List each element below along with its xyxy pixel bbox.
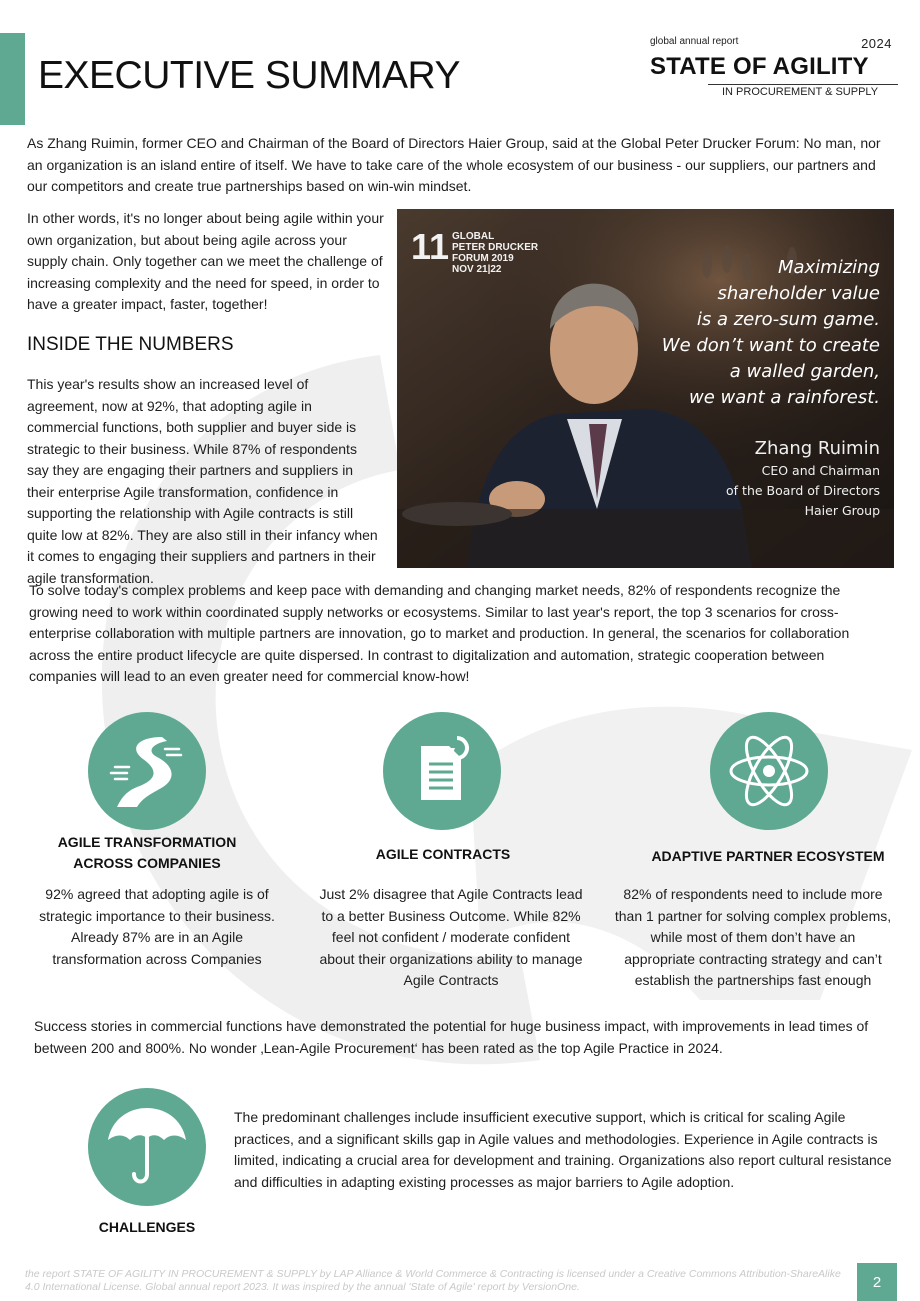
intro-paragraph: As Zhang Ruimin, former CEO and Chairman of the Board of Directors Haier Group, said at the Global Peter Drucker Forum: No man, nor an organization is an island entire of itself. We have to take care of the whole ecosystem of our business - our suppliers, our partners and our competitors and create true partnerships based on win-win mindset. [27,135,881,194]
quote-line: is a zero-sum game. [696,309,880,330]
page-number: 2 [857,1263,897,1301]
heading-line: AGILE CONTRACTS [375,846,511,862]
umbrella-icon [88,1088,206,1206]
badge-number: 11 [411,226,450,267]
winding-road-icon [88,712,206,830]
quote-line: Maximizing [777,257,880,278]
badge-line: NOV 21|22 [452,264,502,275]
column-heading-contracts [338,844,548,865]
contract-document-icon [383,712,501,830]
column-heading-ecosystem [648,846,888,867]
quote-line: shareholder value [717,283,880,304]
challenges-text: The predominant challenges include insufficient executive support, which is critical for scaling Agile practices, and a significant skills gap in Agile values and methodologies. Experience in Agile contracts is limited, indicating a crucial area for development and training. Organizations also report cultural resistance and difficulties in adapting existing processes as major barriers to Agile adoption. [234,1109,892,1190]
badge-line: PETER DRUCKER [452,242,539,253]
column-heading-transformation [40,832,254,874]
speaker-name: Zhang Ruimin [754,438,880,459]
column-text-ecosystem: 82% of respondents need to include more than 1 partner for solving complex problems, while most of them don’t have an appropriate contracting strategy and can’t establish the partnerships fast enough [614,886,892,988]
paragraph-success-stories: Success stories in commercial functions have demonstrated the potential for huge business impact, with improvements in lead times of between 200 and 800%. No wonder ‚Lean-Agile Procurement‘ has been rated as the top Agile Practice in 2024. [34,1018,869,1056]
quote-line: we want a rainforest. [688,387,880,408]
quote-line: a walled garden, [729,361,880,382]
quote-line: We don’t want to create [661,335,880,356]
speaker-role: of the Board of Directors [726,483,880,498]
column-text-transformation: 92% agreed that adopting agile is of strategic importance to their business. Already 87% are in an Agile transformation across Companies [39,886,275,967]
badge-line: GLOBAL [452,231,495,242]
speaker-role: Haier Group [804,503,880,518]
report-brand [650,36,892,98]
challenges-label: CHALLENGES [98,1219,196,1235]
paragraph-supply-chain: In other words, it's no longer about being agile within your own organization, but about being agile across your supply chain. Only together can we meet the challenge of increasing complexity and the need for speed, in order to have a greater impact, faster, together! [27,210,384,312]
brand-year: 2024 [861,36,892,51]
section-heading: INSIDE THE NUMBERS [27,334,234,355]
paragraph-results: This year's results show an increased level of agreement, now at 92%, that adopting agile in commercial functions, both supplier and buyer side is strategic to their business. While 87% of respondents say they are engaging their partners and suppliers in their enterprise Agile transformation, confidence in supporting the relationship with Agile contracts is still quite low at 82%. They are also still in their infancy when it comes to engaging their suppliers and partners in their agile transformation. [27,376,378,586]
accent-bar [0,33,25,125]
page-title: EXECUTIVE SUMMARY [38,54,461,97]
speaker-role: CEO and Chairman [761,463,880,478]
heading-line: ADAPTIVE PARTNER ECOSYSTEM [651,848,885,864]
license-footer: the report STATE OF AGILITY IN PROCUREMENT & SUPPLY by LAP Alliance & World Commerce & Contracting is licensed under a Creative Commons Attribution-ShareAlike 4.0 International License. Global annual report 2023. It was inspired by the annual 'State of Agile' report by VersionOne. [25,1268,841,1293]
badge-line: FORUM 2019 [452,253,514,264]
brand-title: STATE OF AGILITY [650,53,869,80]
atom-icon [710,712,828,830]
paragraph-ecosystem: To solve today's complex problems and keep pace with demanding and changing market needs, 82% of respondents recognize the growing need to work within coordinated supply networks or ecosystems. Similar to last year's report, the top 3 scenarios for cross-enterprise collaboration with multiple partners are innovation, go to market and production. In general, the scenarios for collaboration across the entire product lifecycle are quite dispersed. In contrast to digitalization and automation, strategic cooperation between companies will lead to an even greater need for commercial know-how! [29,582,850,684]
heading-line: AGILE TRANSFORMATION [57,834,237,850]
speaker-photo [397,209,894,568]
heading-line: ACROSS COMPANIES [73,855,221,871]
brand-subtitle: IN PROCUREMENT & SUPPLY [708,84,898,98]
brand-kicker: global annual report [650,36,739,47]
column-text-contracts: Just 2% disagree that Agile Contracts lead to a better Business Outcome. While 82% feel not confident / moderate confident about their organizations ability to manage Agile Contracts [319,886,583,988]
